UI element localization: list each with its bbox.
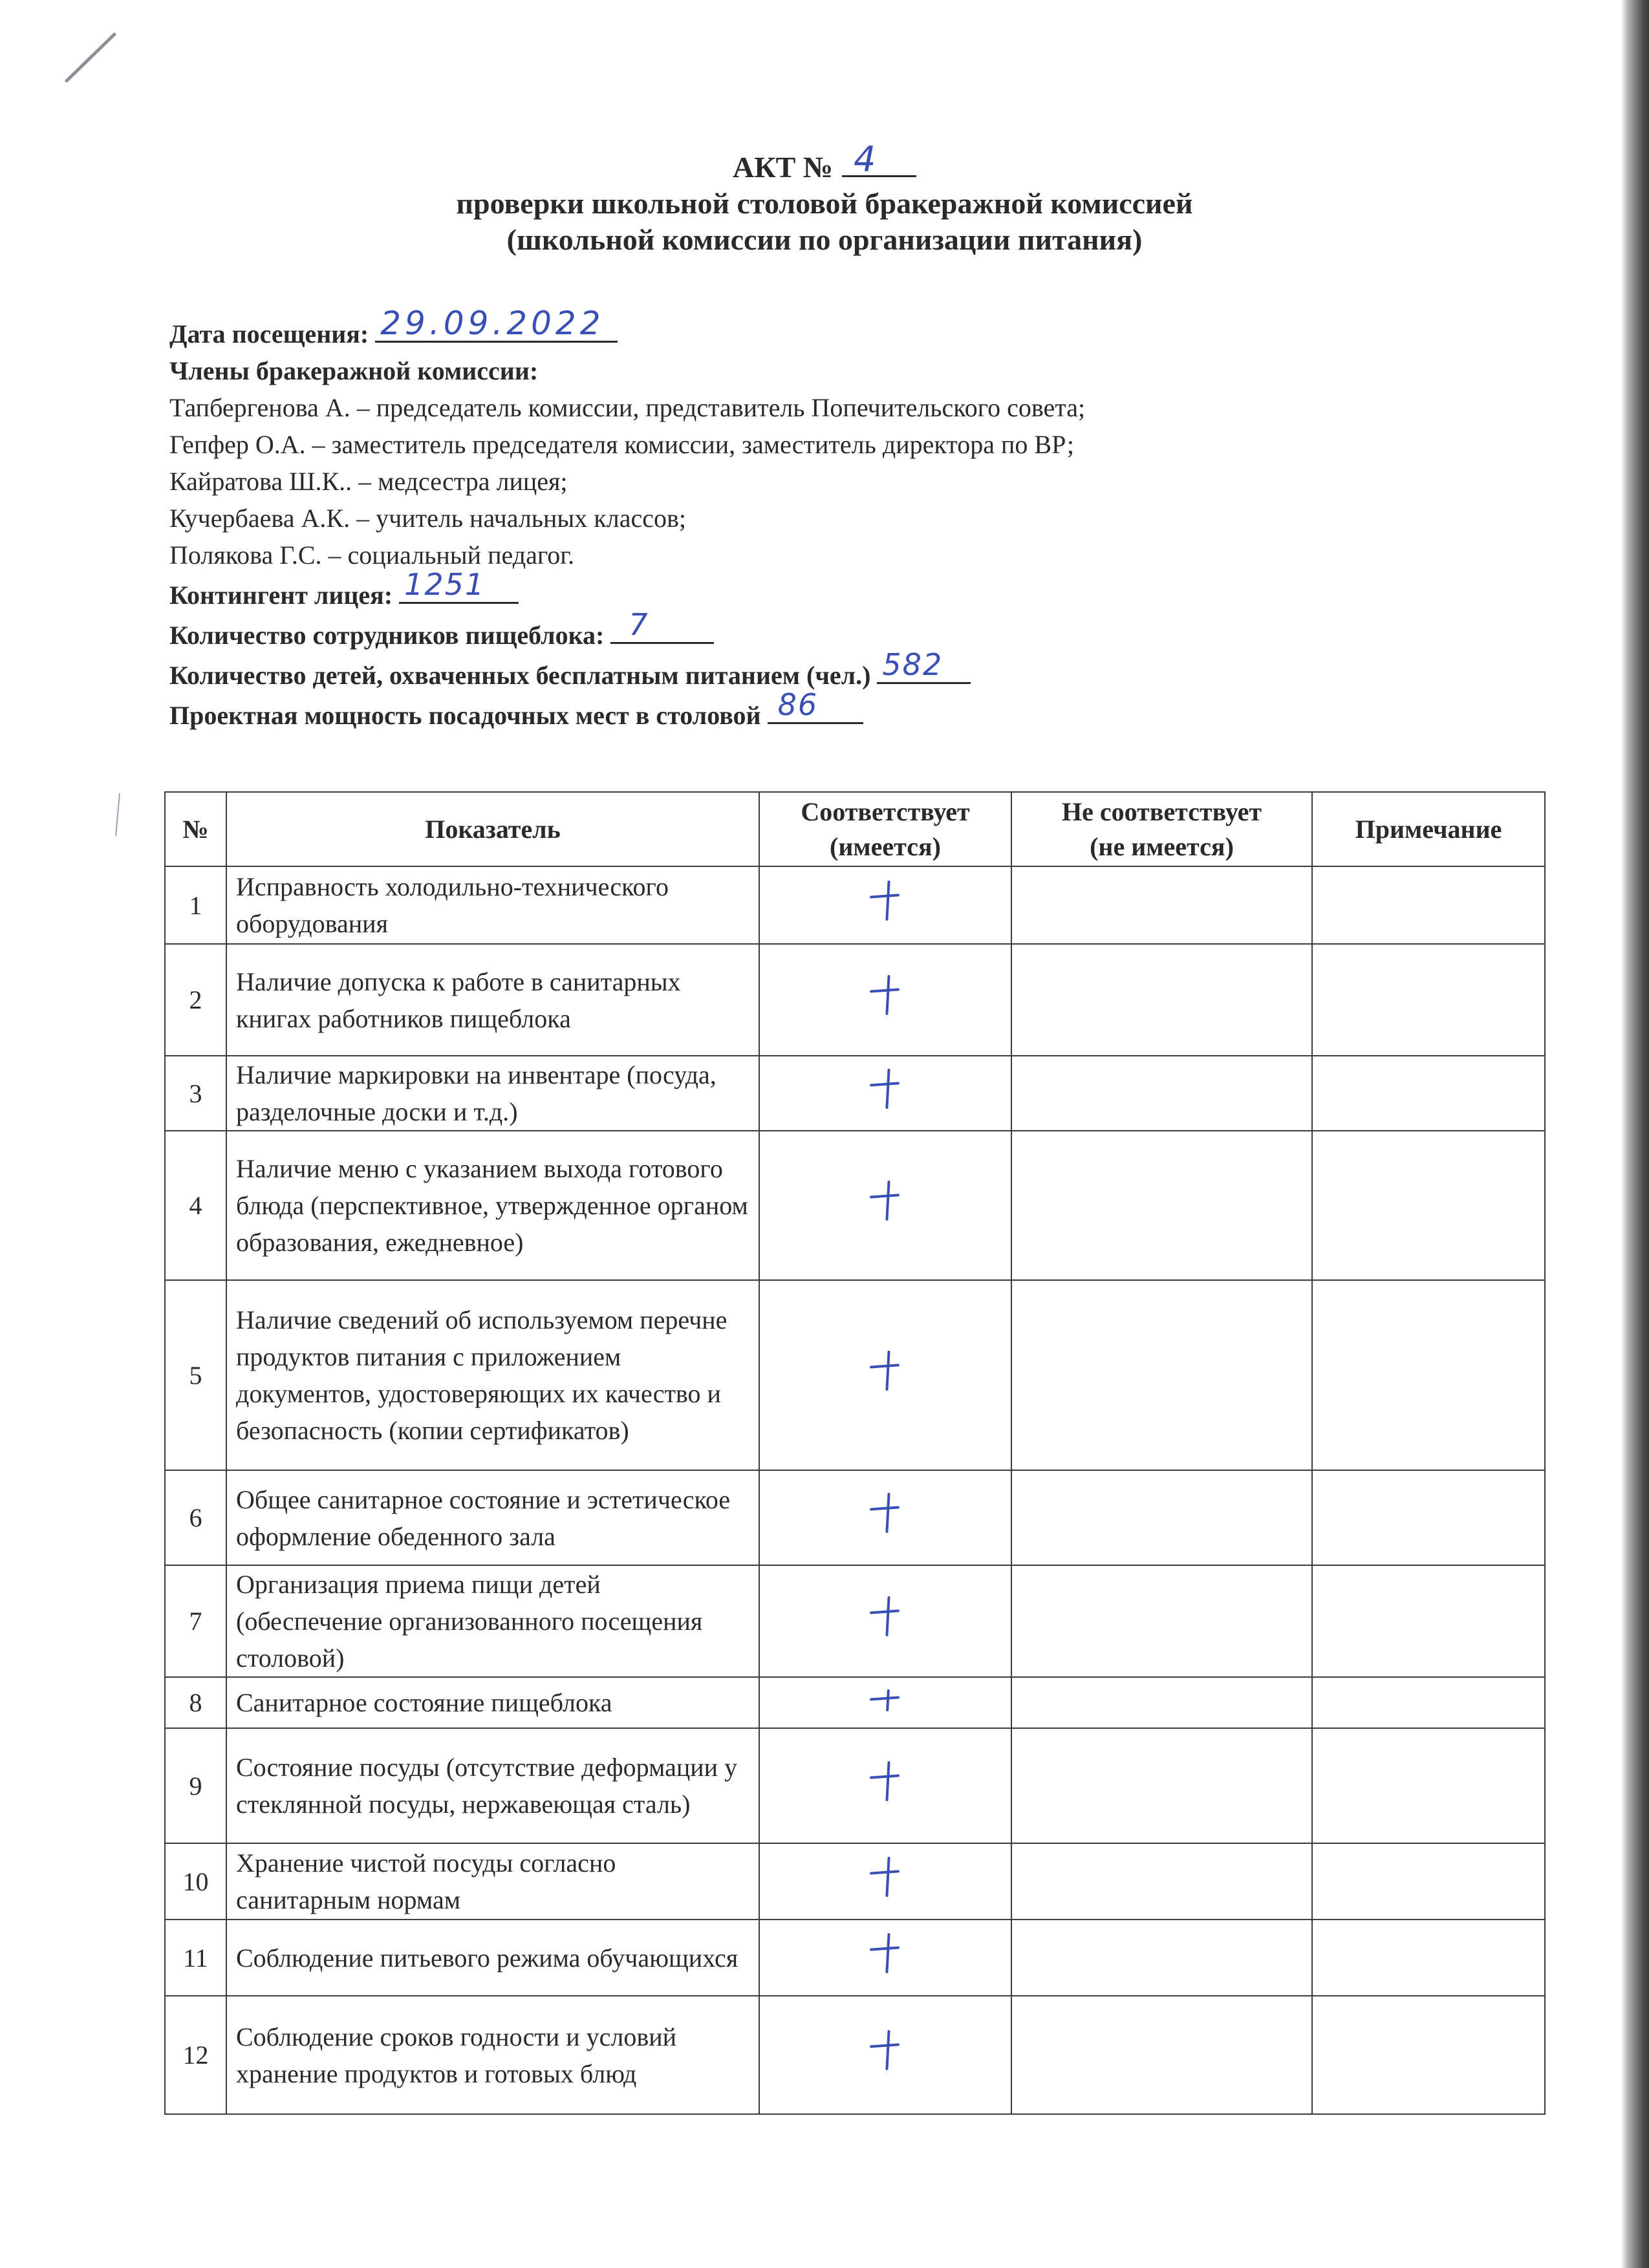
row-number: 10 [165, 1843, 226, 1920]
row-indicator: Наличие маркировки на инвентаре (посуда, разделочные доски и т.д.) [226, 1056, 759, 1131]
plus-mark-horizontal-stroke [870, 1609, 900, 1614]
row-number: 3 [165, 1056, 226, 1131]
row-number: 9 [165, 1728, 226, 1843]
act-title-line [0, 139, 1649, 186]
row-indicator: Санитарное состояние пищеблока [226, 1677, 759, 1728]
row-number: 1 [165, 866, 226, 944]
plus-mark-horizontal-stroke [870, 893, 900, 898]
plus-mark-vertical-stroke [885, 975, 890, 1015]
act-number-field[interactable] [842, 139, 916, 180]
plus-mark-icon [867, 975, 903, 1015]
plus-mark-icon [867, 1933, 903, 1973]
visit-date-value: 29.09.2022 [380, 305, 605, 342]
complies-cell[interactable] [759, 1677, 1011, 1728]
row-number: 8 [165, 1677, 226, 1728]
plus-mark-icon [867, 1493, 903, 1533]
scan-shadow-edge [1622, 0, 1649, 2268]
note-cell[interactable] [1312, 1920, 1545, 1996]
not-complies-cell[interactable] [1011, 1996, 1312, 2114]
contingent-value: 1251 [404, 567, 486, 602]
col-header-not-complies-line1: Не соответствует [1061, 797, 1262, 826]
note-cell[interactable] [1312, 1677, 1545, 1728]
note-cell[interactable] [1312, 1565, 1545, 1677]
plus-mark-vertical-stroke [885, 1350, 890, 1390]
visit-date-field[interactable] [375, 305, 618, 343]
not-complies-cell[interactable] [1011, 1470, 1312, 1565]
plus-mark-icon [867, 2030, 903, 2070]
contingent-label: Контингент лицея: [169, 581, 393, 610]
contingent-row [169, 567, 1592, 614]
complies-cell[interactable] [759, 1920, 1011, 1996]
table-row [165, 1470, 1545, 1565]
plus-mark-icon [867, 1181, 903, 1221]
seats-field[interactable] [768, 687, 863, 724]
member-item: Кайратова Ш.К.. – медсестра лицея; [169, 467, 568, 496]
complies-cell[interactable] [759, 1131, 1011, 1280]
plus-mark-horizontal-stroke [870, 1193, 900, 1198]
contingent-field[interactable] [399, 567, 519, 604]
col-header-complies-line1: Соответствует [801, 797, 970, 826]
row-number: 2 [165, 944, 226, 1056]
subtitle-line-2: (школьной комиссии по организации питания) [506, 223, 1143, 256]
complies-cell[interactable] [759, 944, 1011, 1056]
complies-cell[interactable] [759, 1843, 1011, 1920]
col-header-complies-line2: (имеется) [830, 831, 941, 861]
col-header-not-complies [1011, 792, 1312, 866]
not-complies-cell[interactable] [1011, 1565, 1312, 1677]
act-number-value: 4 [853, 139, 878, 180]
scan-speck-mark [114, 792, 122, 837]
not-complies-cell[interactable] [1011, 1843, 1312, 1920]
not-complies-cell[interactable] [1011, 866, 1312, 944]
complies-cell[interactable] [759, 1996, 1011, 2114]
note-cell[interactable] [1312, 1728, 1545, 1843]
row-number: 6 [165, 1470, 226, 1565]
plus-mark-vertical-stroke [885, 1181, 890, 1221]
table-row [165, 1131, 1545, 1280]
complies-cell[interactable] [759, 1565, 1011, 1677]
plus-mark-horizontal-stroke [870, 1506, 900, 1510]
plus-mark-icon [867, 1761, 903, 1801]
plus-mark-icon [867, 1069, 903, 1109]
staff-field[interactable] [610, 607, 714, 644]
table-row [165, 1565, 1545, 1677]
col-header-indicator: Показатель [226, 792, 759, 866]
complies-cell[interactable] [759, 1056, 1011, 1131]
plus-mark-icon [867, 1857, 903, 1897]
not-complies-cell[interactable] [1011, 1131, 1312, 1280]
plus-mark-vertical-stroke [885, 1760, 890, 1801]
plus-mark-vertical-stroke [885, 1932, 890, 1973]
row-number: 4 [165, 1131, 226, 1280]
free-meals-label: Количество детей, охваченных бесплатным питанием (чел.) [169, 661, 871, 690]
not-complies-cell[interactable] [1011, 1280, 1312, 1470]
row-number: 11 [165, 1920, 226, 1996]
plus-mark-horizontal-stroke [870, 1870, 900, 1874]
plus-mark-vertical-stroke [885, 1596, 890, 1636]
row-indicator: Наличие сведений об используемом перечне продуктов питания с приложением документов, удостоверяющих их качество и безопасность (копии сертификатов) [226, 1280, 759, 1470]
table-row [165, 1677, 1545, 1728]
plus-mark-icon [867, 1689, 903, 1711]
plus-mark-vertical-stroke [885, 1493, 890, 1533]
member-item: Полякова Г.С. – социальный педагог. [169, 540, 575, 570]
plus-mark-horizontal-stroke [870, 1364, 900, 1368]
table-row [165, 944, 1545, 1056]
row-number: 7 [165, 1565, 226, 1677]
plus-mark-vertical-stroke [885, 880, 890, 920]
plus-mark-icon [867, 1596, 903, 1636]
plus-mark-icon [867, 881, 903, 921]
table-row [165, 1280, 1545, 1470]
table-row [165, 1843, 1545, 1920]
members-label: Члены бракеражной комиссии: [169, 356, 539, 385]
plus-mark-horizontal-stroke [870, 1082, 900, 1086]
table-body [165, 866, 1545, 2114]
table-header-row [165, 792, 1545, 866]
seats-value: 86 [777, 687, 819, 722]
row-indicator: Исправность холодильно-технического оборудования [226, 866, 759, 944]
row-indicator: Общее санитарное состояние и эстетическое оформление обеденного зала [226, 1470, 759, 1565]
row-indicator: Наличие меню с указанием выхода готового блюда (перспективное, утвержденное органом образования, ежедневное) [226, 1131, 759, 1280]
info-block [169, 305, 1592, 734]
member-item: Гепфер О.А. – заместитель председателя комиссии, заместитель директора по ВР; [169, 430, 1074, 459]
col-header-num: № [165, 792, 226, 866]
plus-mark-horizontal-stroke [870, 1774, 900, 1779]
free-meals-field[interactable] [877, 647, 971, 684]
seats-label: Проектная мощность посадочных мест в столовой [169, 701, 761, 730]
table-row [165, 1920, 1545, 1996]
row-indicator: Наличие допуска к работе в санитарных книгах работников пищеблока [226, 944, 759, 1056]
free-meals-value: 582 [882, 647, 943, 682]
table-row [165, 866, 1545, 944]
not-complies-cell[interactable] [1011, 1677, 1312, 1728]
plus-mark-icon [867, 1351, 903, 1391]
table-row [165, 1728, 1545, 1843]
act-label: АКТ № [733, 151, 833, 184]
table-row [165, 1056, 1545, 1131]
inspection-table [164, 791, 1546, 2115]
not-complies-cell[interactable] [1011, 1920, 1312, 1996]
note-cell[interactable] [1312, 1280, 1545, 1470]
complies-cell[interactable] [759, 1280, 1011, 1470]
complies-cell[interactable] [759, 866, 1011, 944]
member-item: Кучербаева А.К. – учитель начальных классов; [169, 504, 686, 533]
row-number: 5 [165, 1280, 226, 1470]
subtitle-line-1: проверки школьной столовой бракеражной комиссией [456, 187, 1193, 220]
note-cell[interactable] [1312, 1996, 1545, 2114]
note-cell[interactable] [1312, 1131, 1545, 1280]
complies-cell[interactable] [759, 1728, 1011, 1843]
note-cell[interactable] [1312, 1056, 1545, 1131]
not-complies-cell[interactable] [1011, 1728, 1312, 1843]
visit-date-label: Дата посещения: [169, 319, 369, 348]
staff-row [169, 607, 1592, 654]
row-indicator: Организация приема пищи детей (обеспечение организованного посещения столовой) [226, 1565, 759, 1677]
note-cell[interactable] [1312, 1843, 1545, 1920]
member-item: Тапбергенова А. – председатель комиссии, представитель Попечительского совета; [169, 393, 1086, 422]
free-meals-row [169, 647, 1592, 694]
staff-value: 7 [629, 607, 649, 642]
note-cell[interactable] [1312, 1470, 1545, 1565]
col-header-not-complies-line2: (не имеется) [1090, 831, 1234, 861]
row-indicator: Хранение чистой посуды согласно санитарным нормам [226, 1843, 759, 1920]
seats-row [169, 687, 1592, 734]
complies-cell[interactable] [759, 1470, 1011, 1565]
staff-label: Количество сотрудников пищеблока: [169, 621, 605, 650]
row-number: 12 [165, 1996, 226, 2114]
not-complies-cell[interactable] [1011, 944, 1312, 1056]
pen-stroke-mark [61, 29, 126, 87]
col-header-complies [759, 792, 1011, 866]
row-indicator: Состояние посуды (отсутствие деформации у стеклянной посуды, нержавеющая сталь) [226, 1728, 759, 1843]
note-cell[interactable] [1312, 866, 1545, 944]
plus-mark-vertical-stroke [885, 1856, 890, 1896]
plus-mark-vertical-stroke [885, 2030, 890, 2070]
plus-mark-horizontal-stroke [870, 1946, 900, 1951]
plus-mark-horizontal-stroke [870, 988, 900, 992]
note-cell[interactable] [1312, 944, 1545, 1056]
table-row [165, 1996, 1545, 2114]
plus-mark-vertical-stroke [885, 1068, 890, 1108]
document-title [0, 139, 1649, 258]
row-indicator: Соблюдение сроков годности и условий хранение продуктов и готовых блюд [226, 1996, 759, 2114]
plus-mark-horizontal-stroke [870, 1696, 900, 1700]
col-header-note: Примечание [1312, 792, 1545, 866]
row-indicator: Соблюдение питьевого режима обучающихся [226, 1920, 759, 1996]
not-complies-cell[interactable] [1011, 1056, 1312, 1131]
plus-mark-horizontal-stroke [870, 2043, 900, 2048]
visit-date-row [169, 305, 1592, 352]
plus-mark-vertical-stroke [886, 1689, 890, 1711]
